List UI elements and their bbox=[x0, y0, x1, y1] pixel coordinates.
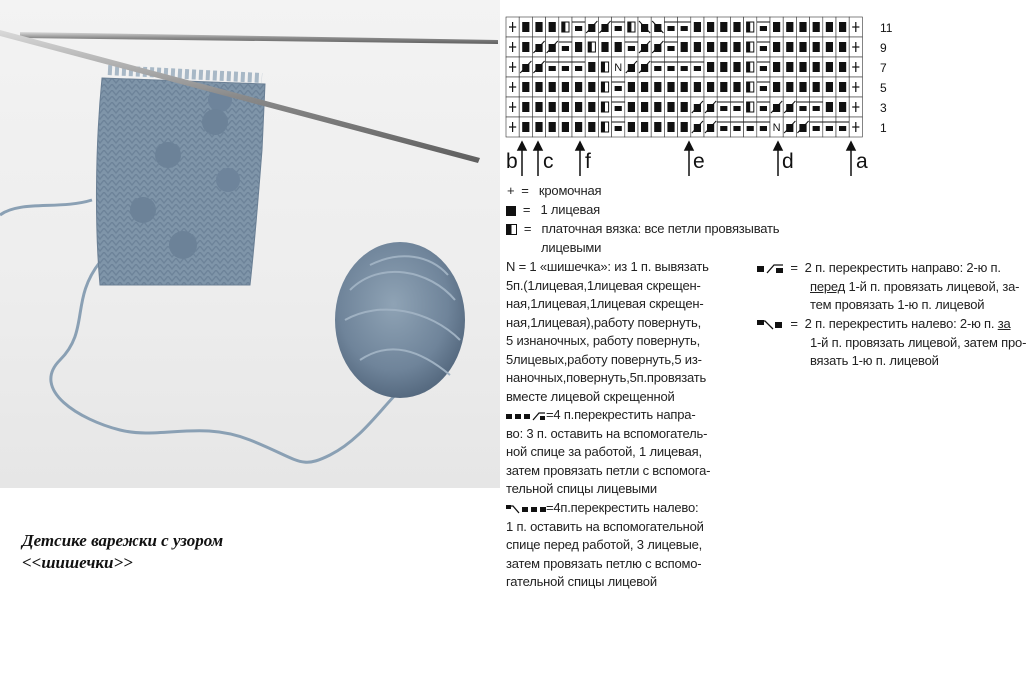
legend-line: наночных,повернуть,5п.провязать bbox=[506, 370, 707, 385]
knit-cell-mark bbox=[773, 42, 780, 52]
caption-line-2: <<шишечки>> bbox=[22, 553, 133, 572]
knit-cell-mark bbox=[733, 62, 740, 72]
knit-cell-mark bbox=[588, 122, 595, 132]
legend-edge bbox=[507, 182, 601, 201]
legend-knit bbox=[506, 201, 600, 220]
knit-cell-mark bbox=[707, 42, 714, 52]
legend-eq: = bbox=[523, 221, 532, 236]
garter-cell-fill bbox=[562, 22, 566, 32]
knit-cell-mark bbox=[601, 42, 608, 52]
knit-cell-mark bbox=[549, 22, 556, 32]
knit-cell-mark bbox=[813, 42, 820, 52]
cross-mark bbox=[628, 64, 635, 72]
cross-mark bbox=[747, 126, 754, 131]
knit-cell-mark bbox=[654, 122, 661, 132]
arrow-label-d: d bbox=[782, 150, 794, 173]
row-number: 9 bbox=[880, 41, 887, 55]
knit-cell-mark bbox=[641, 102, 648, 112]
knit-cell-mark bbox=[535, 122, 542, 132]
cross4-left-icon bbox=[506, 504, 546, 514]
knit-cell-mark bbox=[522, 102, 529, 112]
cross2-right-icon bbox=[757, 263, 787, 274]
cross-mark bbox=[667, 66, 674, 71]
plus-icon: + bbox=[507, 183, 515, 198]
knit-cell-mark bbox=[786, 82, 793, 92]
knit-cell-mark bbox=[641, 122, 648, 132]
arrow-label-f: f bbox=[585, 150, 591, 173]
knit-cell-mark bbox=[694, 82, 701, 92]
knit-cell-mark bbox=[681, 122, 688, 132]
knit-cell-mark bbox=[839, 22, 846, 32]
bobble-mark: N bbox=[772, 122, 781, 134]
knit-cell-mark bbox=[786, 22, 793, 32]
cross-mark bbox=[813, 126, 820, 131]
row-number: 1 bbox=[880, 121, 887, 135]
cross-mark bbox=[654, 24, 661, 32]
knitting-photo bbox=[0, 0, 500, 488]
cross-mark bbox=[681, 26, 688, 31]
knit-cell-mark bbox=[522, 82, 529, 92]
cross-mark bbox=[839, 126, 846, 131]
legend-eq: = bbox=[790, 316, 798, 331]
legend-line: во: 3 п. оставить на вспомогатель- bbox=[506, 425, 708, 441]
garter-cell-fill bbox=[747, 42, 751, 52]
cross-mark bbox=[641, 44, 648, 52]
legend-line: затем провязать петлю с вспомо- bbox=[506, 555, 702, 571]
garter-cell-fill bbox=[601, 62, 605, 72]
legend-line: вязать 1-ю п. лицевой bbox=[810, 353, 939, 368]
cross-mark bbox=[562, 46, 569, 51]
garter-cell-fill bbox=[601, 122, 605, 132]
cross-mark bbox=[799, 124, 806, 132]
knit-cell-mark bbox=[535, 22, 542, 32]
legend-cross4-right bbox=[506, 406, 756, 499]
knit-cell-mark bbox=[535, 102, 542, 112]
garter-cell-fill bbox=[747, 102, 751, 112]
cross-mark bbox=[615, 26, 622, 31]
legend-line: 1 п. оставить на вспомогательной bbox=[506, 518, 704, 534]
legend-line: ной спице за работой, 1 лицевая, bbox=[506, 444, 702, 459]
knit-cell-mark bbox=[522, 42, 529, 52]
row-number: 5 bbox=[880, 81, 887, 95]
legend-line: гательной спицы лицевой bbox=[506, 574, 657, 589]
knit-cell-mark bbox=[786, 62, 793, 72]
knit-cell-mark bbox=[813, 22, 820, 32]
knit-cell-mark bbox=[839, 82, 846, 92]
legend-eq: = bbox=[522, 202, 531, 217]
cross-mark bbox=[720, 106, 727, 111]
knit-cell-mark bbox=[628, 122, 635, 132]
legend-line: спице перед работой, 3 лицевые, bbox=[506, 537, 703, 552]
knit-cell-mark bbox=[681, 42, 688, 52]
garter-cell-fill bbox=[747, 22, 751, 32]
legend-cross2-left bbox=[757, 315, 1032, 371]
cross-mark bbox=[760, 126, 767, 131]
legend-line: 2 п. перекрестить направо: 2-ю п. bbox=[804, 260, 1001, 275]
legend-garter bbox=[506, 220, 796, 239]
arrow-label-b: b bbox=[506, 150, 518, 173]
cross-mark bbox=[773, 104, 780, 112]
legend-garter-cont: лицевыми bbox=[541, 240, 602, 255]
cross-mark bbox=[707, 124, 714, 132]
arrow-label-a: a bbox=[856, 150, 868, 173]
knit-cell-mark bbox=[588, 82, 595, 92]
arrow-label-e: e bbox=[693, 150, 705, 173]
knit-cell-mark bbox=[839, 62, 846, 72]
knit-cell-mark bbox=[681, 102, 688, 112]
arrow-label-c: c bbox=[543, 150, 554, 173]
knit-cell-mark bbox=[575, 42, 582, 52]
cross-mark bbox=[575, 26, 582, 31]
cross-mark bbox=[601, 24, 608, 32]
knit-cell-mark bbox=[681, 82, 688, 92]
garter-square-icon bbox=[506, 224, 517, 235]
knit-cell-mark bbox=[826, 42, 833, 52]
knit-cell-mark bbox=[733, 42, 740, 52]
cross-mark bbox=[641, 64, 648, 72]
knit-cell-mark bbox=[575, 122, 582, 132]
knitting-chart bbox=[505, 16, 875, 138]
legend-line: 5лицевых,работу повернуть,5 из- bbox=[506, 351, 702, 367]
knit-cell-mark bbox=[773, 22, 780, 32]
legend-cross4-left bbox=[506, 499, 756, 592]
knit-cell-mark bbox=[839, 42, 846, 52]
garter-cell-fill bbox=[588, 42, 592, 52]
knit-cell-mark bbox=[694, 42, 701, 52]
cross-mark bbox=[615, 126, 622, 131]
cross-mark bbox=[694, 104, 701, 112]
knit-cell-mark bbox=[813, 82, 820, 92]
cross-mark bbox=[562, 66, 569, 71]
knit-cell-mark bbox=[707, 82, 714, 92]
knit-cell-mark bbox=[799, 42, 806, 52]
legend-line: N = 1 «шишечка»: из 1 п. вывязать bbox=[506, 259, 709, 274]
knit-cell-mark bbox=[720, 82, 727, 92]
cross-mark bbox=[667, 46, 674, 51]
cross-mark bbox=[628, 46, 635, 51]
legend-line: =4 п.перекрестить напра- bbox=[546, 407, 696, 422]
cross-mark bbox=[760, 106, 767, 111]
cross-mark bbox=[654, 66, 661, 71]
knit-cell-mark bbox=[707, 62, 714, 72]
legend-underlined: за bbox=[997, 316, 1011, 331]
knit-cell-mark bbox=[733, 82, 740, 92]
cross-mark bbox=[799, 106, 806, 111]
legend-line: тем провязать 1-ю п. лицевой bbox=[810, 297, 985, 312]
knit-cell-mark bbox=[535, 82, 542, 92]
row-number: 7 bbox=[880, 61, 887, 75]
legend-knit-text: 1 лицевая bbox=[540, 202, 600, 217]
chart-grid bbox=[505, 16, 875, 138]
legend-line: ная,1лицевая),работу повернуть, bbox=[506, 314, 702, 330]
legend-eq: = bbox=[521, 183, 529, 198]
knit-cell-mark bbox=[667, 82, 674, 92]
knit-cell-mark bbox=[799, 82, 806, 92]
cross-mark bbox=[522, 64, 529, 72]
cross-mark bbox=[641, 24, 648, 32]
knit-cell-mark bbox=[562, 122, 569, 132]
knit-cell-mark bbox=[628, 82, 635, 92]
cross-mark bbox=[694, 124, 701, 132]
legend-cross2-right bbox=[757, 259, 1032, 315]
row-number: 3 bbox=[880, 101, 887, 115]
bobble-mark: N bbox=[614, 62, 623, 74]
legend-line: 1-й п. провязать лицевой, за- bbox=[845, 278, 1020, 294]
knit-cell-mark bbox=[720, 42, 727, 52]
legend-line: тельной спицы лицевыми bbox=[506, 481, 657, 496]
cross-mark bbox=[667, 26, 674, 31]
legend-underlined: перед bbox=[810, 278, 846, 294]
garter-cell-fill bbox=[601, 102, 605, 112]
knit-square-icon bbox=[506, 206, 516, 216]
cross-mark bbox=[786, 104, 793, 112]
cross-mark bbox=[707, 104, 714, 112]
knit-cell-mark bbox=[654, 102, 661, 112]
knit-cell-mark bbox=[707, 22, 714, 32]
cross-mark bbox=[760, 26, 767, 31]
cross-mark bbox=[549, 44, 556, 52]
knitting-sample-illustration bbox=[0, 0, 500, 488]
legend-line: =4п.перекрестить налево: bbox=[546, 500, 699, 515]
knit-cell-mark bbox=[522, 122, 529, 132]
cross-mark bbox=[720, 126, 727, 131]
garter-cell-fill bbox=[747, 62, 751, 72]
knit-cell-mark bbox=[549, 102, 556, 112]
knit-cell-mark bbox=[588, 62, 595, 72]
cross-mark bbox=[826, 126, 833, 131]
knit-cell-mark bbox=[786, 42, 793, 52]
cross-mark bbox=[733, 106, 740, 111]
knit-cell-mark bbox=[773, 62, 780, 72]
row-number: 11 bbox=[880, 21, 893, 35]
caption bbox=[22, 530, 322, 574]
knit-cell-mark bbox=[654, 82, 661, 92]
cross-mark bbox=[760, 66, 767, 71]
legend-line: 2 п. перекрестить налево: 2-ю п. bbox=[804, 316, 998, 331]
cross-mark bbox=[535, 44, 542, 52]
cross-mark bbox=[615, 86, 622, 91]
cross-mark bbox=[694, 66, 701, 71]
knit-cell-mark bbox=[549, 82, 556, 92]
knit-cell-mark bbox=[562, 102, 569, 112]
knit-cell-mark bbox=[720, 62, 727, 72]
knit-cell-mark bbox=[733, 22, 740, 32]
legend-line: затем провязать петли с вспомога- bbox=[506, 462, 711, 478]
knit-cell-mark bbox=[641, 82, 648, 92]
knit-cell-mark bbox=[615, 42, 622, 52]
cross-mark bbox=[588, 24, 595, 32]
knit-cell-mark bbox=[773, 82, 780, 92]
cross-mark bbox=[549, 66, 556, 71]
cross-mark bbox=[535, 64, 542, 72]
knit-cell-mark bbox=[694, 22, 701, 32]
knit-cell-mark bbox=[799, 22, 806, 32]
chart-arrows bbox=[505, 140, 875, 180]
legend-bobble bbox=[506, 258, 756, 406]
knit-cell-mark bbox=[588, 102, 595, 112]
knit-cell-mark bbox=[826, 82, 833, 92]
cross-mark bbox=[760, 46, 767, 51]
legend-line: 5п.(1лицевая,1лицевая скрещен- bbox=[506, 277, 701, 293]
cross-mark bbox=[615, 106, 622, 111]
knit-cell-mark bbox=[720, 22, 727, 32]
knit-cell-mark bbox=[799, 62, 806, 72]
knit-cell-mark bbox=[826, 22, 833, 32]
cross-mark bbox=[681, 66, 688, 71]
knit-cell-mark bbox=[549, 122, 556, 132]
legend-eq: = bbox=[790, 260, 798, 275]
legend-line: 5 изнаночных, работу повернуть, bbox=[506, 333, 700, 348]
legend-edge-text: кромочная bbox=[538, 183, 602, 198]
cross-mark bbox=[786, 124, 793, 132]
cross-mark bbox=[575, 66, 582, 71]
knit-cell-mark bbox=[562, 82, 569, 92]
cross2-left-icon bbox=[757, 319, 787, 330]
legend-garter-text: платочная вязка: все петли провязывать bbox=[541, 221, 780, 236]
garter-cell-fill bbox=[628, 22, 632, 32]
caption-line-1: Детсике варежки с узором bbox=[22, 531, 224, 550]
cross-mark bbox=[813, 106, 820, 111]
knit-cell-mark bbox=[575, 102, 582, 112]
cross-mark bbox=[760, 86, 767, 91]
cross4-right-icon bbox=[506, 411, 546, 421]
legend-line: 1-й п. провязать лицевой, затем про- bbox=[810, 334, 1027, 350]
knit-cell-mark bbox=[628, 102, 635, 112]
knit-cell-mark bbox=[839, 102, 846, 112]
knit-cell-mark bbox=[575, 82, 582, 92]
knit-cell-mark bbox=[813, 62, 820, 72]
knit-cell-mark bbox=[522, 22, 529, 32]
knit-cell-mark bbox=[826, 62, 833, 72]
cross-mark bbox=[654, 44, 661, 52]
legend-line: вместе лицевой скрещенной bbox=[506, 388, 675, 404]
garter-cell-fill bbox=[747, 82, 751, 92]
cross-mark bbox=[733, 126, 740, 131]
garter-cell-fill bbox=[601, 82, 605, 92]
knit-cell-mark bbox=[667, 102, 674, 112]
legend-line: ная,1лицевая,1лицевая скрещен- bbox=[506, 296, 704, 311]
knit-cell-mark bbox=[667, 122, 674, 132]
knit-cell-mark bbox=[826, 102, 833, 112]
